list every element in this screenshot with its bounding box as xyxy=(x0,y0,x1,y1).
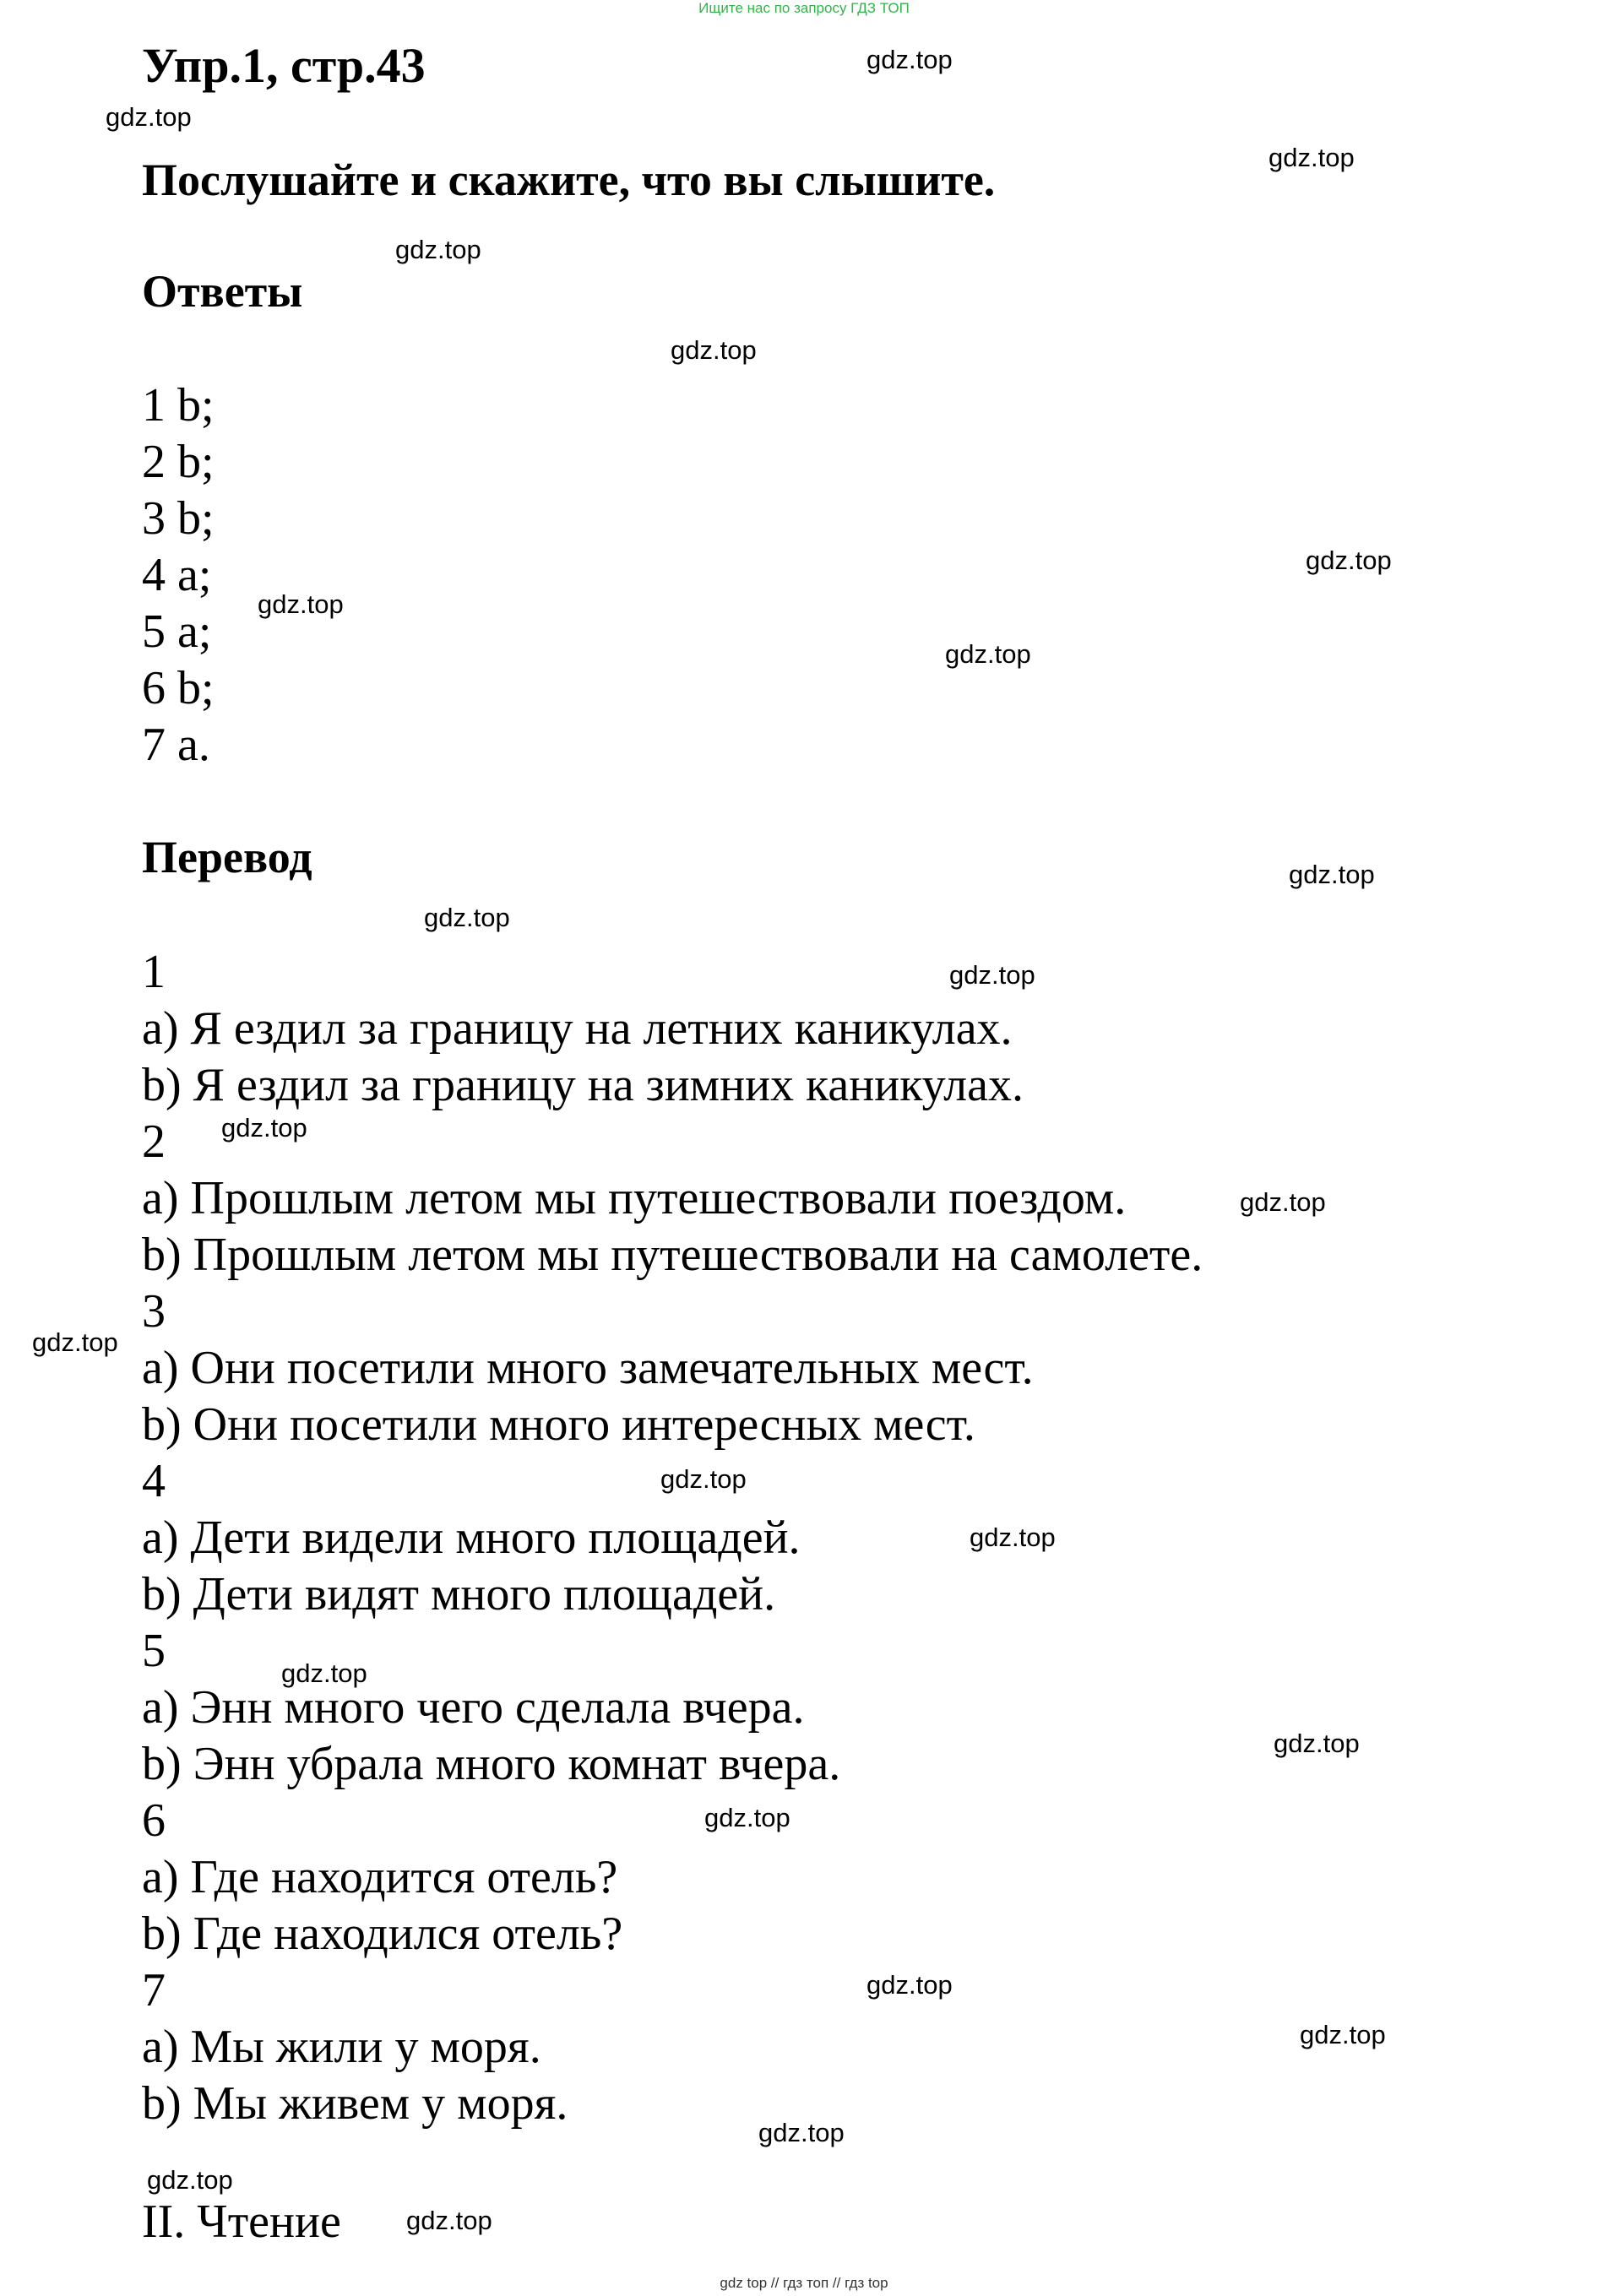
watermark: gdz.top xyxy=(406,2206,492,2235)
watermark: gdz.top xyxy=(32,1327,118,1357)
watermark: gdz.top xyxy=(1300,2020,1386,2049)
translation-option-b: b) Прошлым летом мы путешествовали на самолете. xyxy=(142,1229,1203,1281)
watermark: gdz.top xyxy=(1240,1187,1326,1217)
top-banner: Ищите нас по запросу ГДЗ ТОП xyxy=(698,0,910,16)
watermark: gdz.top xyxy=(258,589,344,619)
watermark: gdz.top xyxy=(945,639,1031,669)
translation-option-a: a) Я ездил за границу на летних каникулах. xyxy=(142,1002,1013,1055)
answer-item: 3 b; xyxy=(142,492,215,545)
watermark: gdz.top xyxy=(1306,546,1392,575)
translation-heading: Перевод xyxy=(142,832,312,882)
translation-number: 4 xyxy=(142,1455,166,1507)
next-section-heading: II. Чтение xyxy=(142,2196,341,2248)
translation-option-a: a) Дети видели много площадей. xyxy=(142,1512,801,1564)
watermark: gdz.top xyxy=(221,1113,307,1143)
watermark: gdz.top xyxy=(1289,860,1375,889)
translation-number: 3 xyxy=(142,1285,166,1338)
translation-option-a: a) Энн много чего сделала вчера. xyxy=(142,1681,805,1734)
answer-item: 6 b; xyxy=(142,662,215,714)
answer-item: 7 a. xyxy=(142,719,210,771)
translation-option-b: b) Энн убрала много комнат вчера. xyxy=(142,1738,841,1790)
watermark: gdz.top xyxy=(1274,1729,1360,1758)
page-title: Упр.1, стр.43 xyxy=(142,38,426,93)
translation-option-a: a) Где находится отель? xyxy=(142,1851,618,1903)
watermark: gdz.top xyxy=(424,903,510,932)
answer-item: 1 b; xyxy=(142,379,215,432)
translation-number: 7 xyxy=(142,1964,166,2016)
watermark: gdz.top xyxy=(671,335,757,365)
translation-option-a: a) Мы жили у моря. xyxy=(142,2021,541,2073)
translation-number: 6 xyxy=(142,1794,166,1847)
translation-option-a: a) Прошлым летом мы путешествовали поездом. xyxy=(142,1172,1127,1224)
watermark: gdz.top xyxy=(660,1464,747,1494)
translation-number: 1 xyxy=(142,946,166,998)
answers-heading: Ответы xyxy=(142,266,303,317)
watermark: gdz.top xyxy=(970,1523,1056,1552)
translation-number: 5 xyxy=(142,1625,166,1677)
watermark: gdz.top xyxy=(758,2118,845,2147)
watermark: gdz.top xyxy=(866,45,953,74)
translation-option-b: b) Я ездил за границу на зимних каникулах. xyxy=(142,1059,1024,1111)
exercise-prompt: Послушайте и скажите, что вы слышите. xyxy=(142,155,996,205)
watermark: gdz.top xyxy=(395,235,481,264)
watermark: gdz.top xyxy=(704,1803,790,1832)
translation-number: 2 xyxy=(142,1115,166,1168)
watermark: gdz.top xyxy=(866,1970,953,2000)
watermark: gdz.top xyxy=(147,2165,233,2195)
watermark: gdz.top xyxy=(949,960,1035,990)
watermark: gdz.top xyxy=(1268,143,1355,172)
watermark: gdz.top xyxy=(106,102,192,132)
answer-item: 2 b; xyxy=(142,436,215,488)
answer-item: 5 a; xyxy=(142,605,212,658)
answer-item: 4 a; xyxy=(142,549,212,601)
translation-option-b: b) Дети видят много площадей. xyxy=(142,1568,776,1620)
translation-option-b: b) Мы живем у моря. xyxy=(142,2077,568,2130)
watermark: gdz.top xyxy=(281,1658,367,1688)
footer: gdz top // гдз топ // гдз top xyxy=(720,2275,888,2291)
translation-option-a: a) Они посетили много замечательных мест. xyxy=(142,1342,1034,1394)
translation-option-b: b) Они посетили много интересных мест. xyxy=(142,1398,975,1451)
translation-option-b: b) Где находился отель? xyxy=(142,1908,623,1960)
